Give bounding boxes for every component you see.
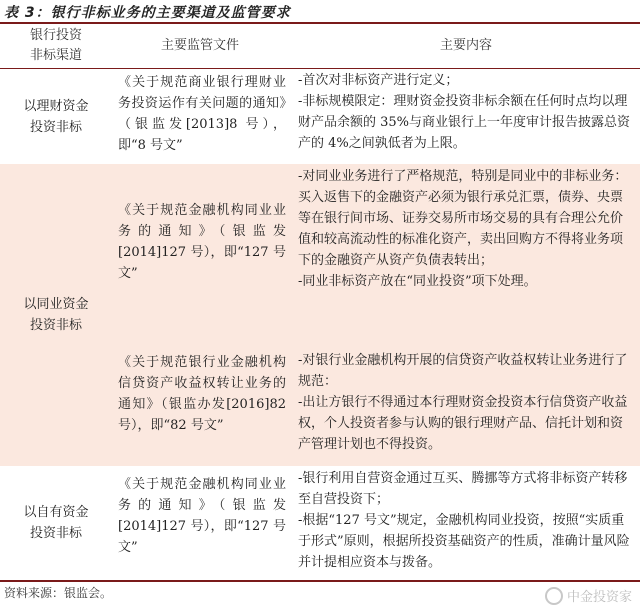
row-3-document: 《关于规范金融机构同业业务的通知》（银监发[2014]127 号），即“127 号文” bbox=[118, 477, 286, 555]
row-3-channel: 以自有资金 投资非标 bbox=[23, 505, 89, 541]
row-2-channel: 以同业资金 投资非标 bbox=[23, 297, 89, 333]
source-note: 资料来源：银监会。 bbox=[4, 586, 113, 600]
row-1-document: 《关于规范商业银行理财业务投资运作有关问题的通知》（银监发[2013]8 号），即“8 号文” bbox=[118, 75, 286, 153]
watermark bbox=[545, 586, 632, 605]
header-channel: 银行投资 非标渠道 bbox=[29, 28, 82, 63]
watermark-logo-icon bbox=[545, 587, 563, 605]
row-1-channel: 以理财资金 投资非标 bbox=[23, 98, 89, 135]
row-2-content-1: -对同业业务进行了严格规范，特别是同业中的非标业务：买入返售下的金融资产必须为银行承兑汇票，债券、央票等在银行间市场、证券交易所市场交易的具有合理公允价值和较高流动性的标准化资产，卖出回购方不得将业务项下的金融资产从资产负债表转出； -同业非标资产放在“同业投资”项下处理。 bbox=[298, 169, 628, 289]
header-content: 主要内容 bbox=[439, 38, 492, 53]
row-3-content: -银行利用自营资金通过互买、腾挪等方式将非标资产转移至自营投资下； -根据“127 号文”规定，金融机构同业投资，按照“实质重于形式”原则，根据所投资基础资产的性质，准确计量风险并计提相应资本与拨备。 bbox=[298, 471, 630, 570]
row-2-content-2: -对银行业金融机构开展的信贷资产收益权转让业务进行了规范： -出让方银行不得通过本行理财资金投资本行信贷资产收益权，个人投资者参与认购的银行理财产品、信托计划和资产管理计划也不得投资。 bbox=[298, 353, 628, 452]
header-document: 主要监管文件 bbox=[160, 38, 239, 53]
bottom-rule bbox=[0, 580, 640, 582]
watermark-text: 中金投资家 bbox=[566, 590, 632, 605]
table-title: 表 3：银行非标业务的主要渠道及监管要求 bbox=[4, 5, 291, 21]
row-2-document-2: 《关于规范银行业金融机构信贷资产收益权转让业务的通知》（银监办发[2016]82 号），即“82 号文” bbox=[118, 355, 286, 433]
row-1-content: -首次对非标资产进行定义； -非标规模限定：理财资金投资非标余额在任何时点均以理财产品余额的 35%与商业银行上一年度审计报告披露总资产的 4%之间孰低者为上限。 bbox=[298, 73, 631, 151]
row-2-document-1: 《关于规范金融机构同业业务的通知》（银监发[2014]127 号），即“127 号文” bbox=[118, 203, 286, 281]
